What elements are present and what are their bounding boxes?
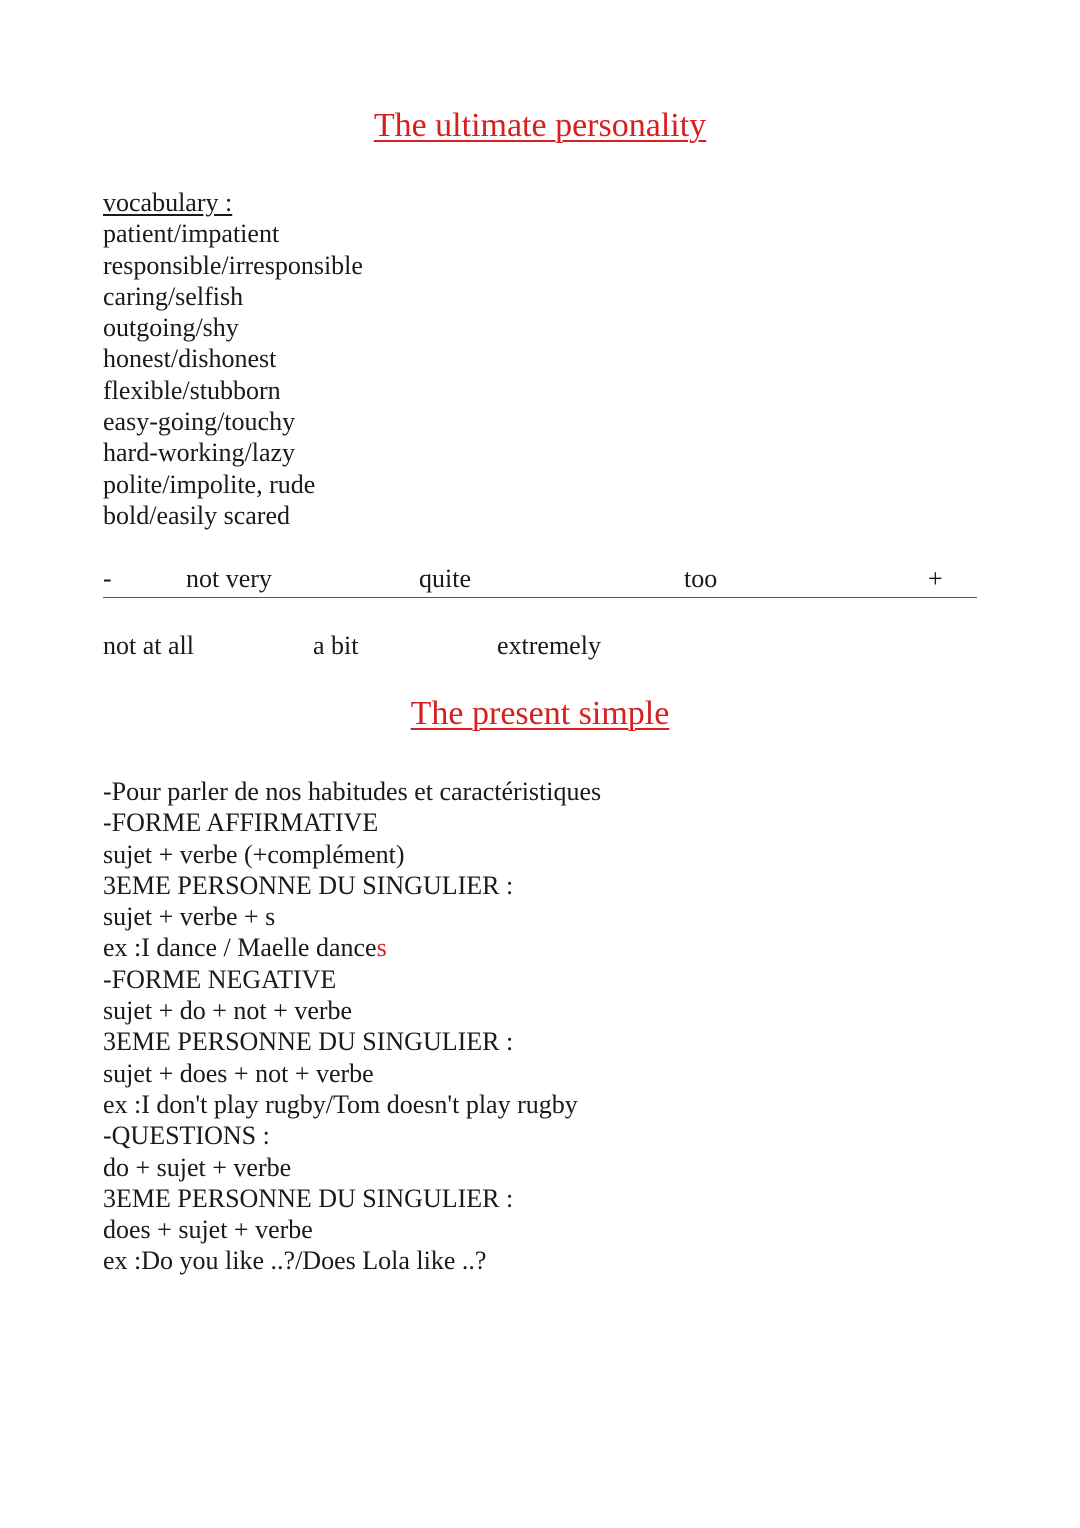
rule-line: 3EME PERSONNE DU SINGULIER : [103,1027,514,1057]
vocab-item: bold/easily scared [103,500,290,530]
scale-label-extremely: extremely [497,631,601,660]
rule-line: sujet + verbe + s [103,902,276,932]
rule-line: ex :Do you like ..?/Does Lola like ..? [103,1246,487,1276]
scale-minus: - [103,564,112,593]
vocabulary-heading: vocabulary : [103,188,233,217]
rule-line: sujet + verbe (+complément) [103,839,405,869]
third-person-s-suffix: s [376,933,387,963]
vocab-item: patient/impatient [103,219,280,249]
section-title-present-simple: The present simple [410,695,670,732]
rule-line: -QUESTIONS : [103,1121,270,1151]
vocab-item: polite/impolite, rude [103,469,316,499]
rule-line: -FORME AFFIRMATIVE [103,808,379,838]
rule-line: do + sujet + verbe [103,1152,292,1182]
rule-line: -FORME NEGATIVE [103,964,337,994]
example-text: ex :I dance / Maelle dance [103,933,377,963]
scale-label-not-very: not very [186,564,272,593]
vocab-item: easy-going/touchy [103,407,296,437]
rule-line: 3EME PERSONNE DU SINGULIER : [103,1183,514,1213]
scale-line [103,597,977,598]
rule-line: sujet + do + not + verbe [103,996,353,1026]
rule-line: -Pour parler de nos habitudes et caractéristiques [103,777,602,806]
vocab-item: responsible/irresponsible [103,250,363,280]
rule-line: does + sujet + verbe [103,1215,313,1245]
scale-label-quite: quite [419,564,471,593]
vocab-item: hard-working/lazy [103,438,296,468]
vocab-item: outgoing/shy [103,313,239,343]
rule-line: 3EME PERSONNE DU SINGULIER : [103,870,514,900]
page-title: The ultimate personality [373,107,707,144]
scale-label-a-bit: a bit [313,631,359,660]
vocabulary-list [103,187,363,531]
scale-label-not-at-all: not at all [103,631,194,660]
rule-line: ex :I don't play rugby/Tom doesn't play rugby [103,1089,578,1119]
vocab-item: honest/dishonest [103,344,277,374]
example-line [103,932,601,963]
scale-plus: + [928,564,943,593]
rule-line: sujet + does + not + verbe [103,1058,374,1088]
scale-label-too: too [684,564,718,593]
vocab-item: flexible/stubborn [103,375,281,405]
present-simple-rules [103,776,601,1277]
vocab-item: caring/selfish [103,281,244,311]
